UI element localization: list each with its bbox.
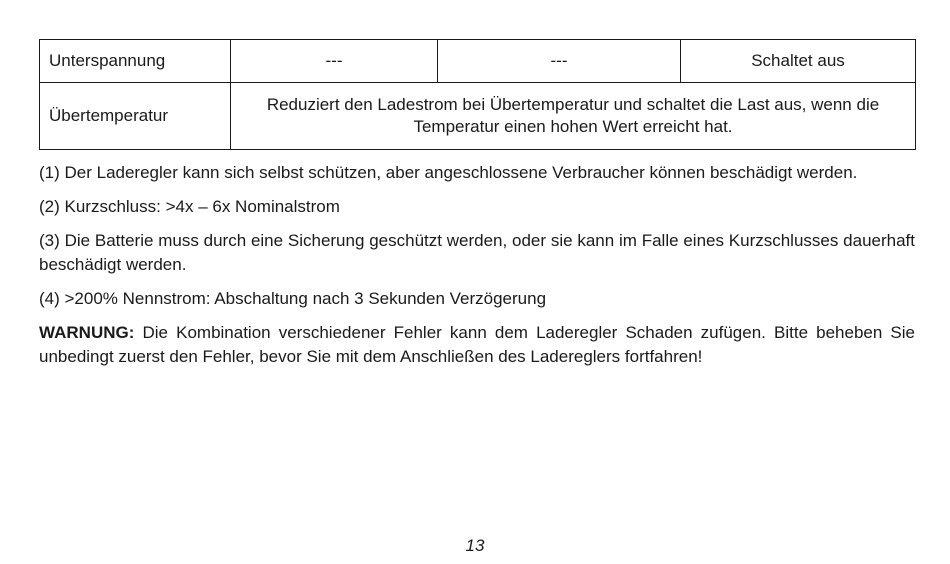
table-cell: --- xyxy=(438,40,681,83)
merged-description-cell: Reduziert den Ladestrom bei Übertemperatur und schaltet die Last aus, wenn die Temperatur einen hohen Wert erreicht hat. xyxy=(231,83,916,150)
footnote-1: (1) Der Laderegler kann sich selbst schützen, aber angeschlossene Verbraucher können beschädigt werden. xyxy=(39,163,858,182)
table-cell: --- xyxy=(231,40,438,83)
warning-label: WARNUNG: xyxy=(39,323,135,342)
warning-text: Die Kombination verschiedener Fehler kann dem Laderegler Schaden zufügen. Bitte beheben Sie unbedingt zuerst den Fehler, bevor Sie mit dem Anschließen des Ladereglers fortfahren! xyxy=(39,323,915,366)
footnote-4: (4) >200% Nennstrom: Abschaltung nach 3 Sekunden Verzögerung xyxy=(39,289,547,308)
row-label-unterspannung: Unterspannung xyxy=(40,40,231,83)
row-label-uebertemperatur: Übertemperatur xyxy=(40,83,231,150)
document-page xyxy=(39,39,915,379)
warning-paragraph xyxy=(39,321,915,369)
footnote-2: (2) Kurzschluss: >4x – 6x Nominalstrom xyxy=(39,197,340,216)
table-row xyxy=(40,83,916,150)
table-cell: Schaltet aus xyxy=(681,40,916,83)
footnote-3: (3) Die Batterie muss durch eine Sicherung geschützt werden, oder sie kann im Falle eines Kurzschlusses dauerhaft beschädigt werden. xyxy=(39,231,915,274)
table-row xyxy=(40,40,916,83)
footnotes xyxy=(39,161,915,369)
page-number: 13 xyxy=(465,536,485,555)
protection-table xyxy=(39,39,916,150)
